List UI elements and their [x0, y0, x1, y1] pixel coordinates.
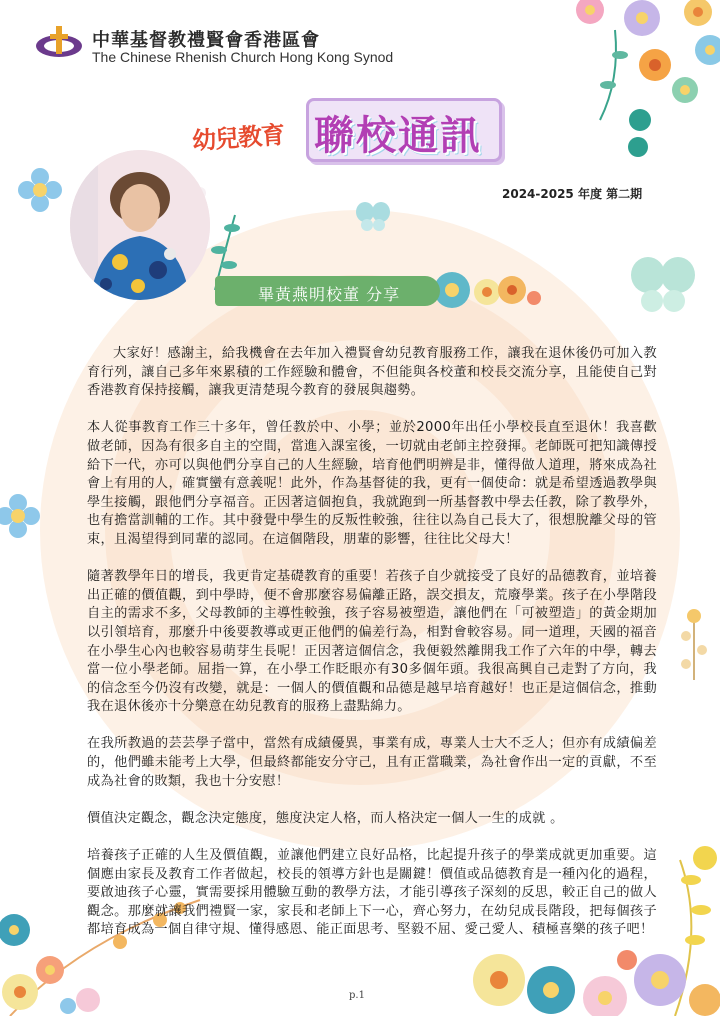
flower-stem-decoration	[678, 606, 710, 680]
article-paragraph: 在我所教過的芸芸學子當中，當然有成績優異，事業有成，專業人士大不乏人；但亦有成績偏差的，他們雖未能考上大學，但最終都能安分守己，且有正當職業，為社會作出一定的貢獻，不至成為社會的敗類，我也十分安慰！	[87, 736, 657, 789]
org-name-english: The Chinese Rhenish Church Hong Kong Synod	[92, 49, 394, 65]
butterfly-icon	[630, 255, 696, 315]
church-logo-icon	[34, 24, 84, 60]
newsletter-title: 聯校通訊	[314, 113, 482, 159]
page-number: p.1	[349, 990, 365, 1001]
flower-icon	[18, 168, 62, 212]
flower-icon	[0, 494, 40, 538]
flower-cluster-icon	[432, 268, 542, 314]
speaker-photo	[70, 150, 210, 300]
article-paragraph: 價值決定觀念，觀念決定態度，態度決定人格，而人格決定一個人一生的成就 。	[87, 810, 564, 826]
section-label: 幼兒教育	[191, 120, 286, 156]
article-body	[87, 345, 657, 959]
article-paragraph: 大家好！感謝主，給我機會在去年加入禮賢會幼兒教育服務工作，讓我在退休後仍可加入教育行列，讓自己多年來累積的工作經驗和體會，不但能與各校董和校長交流分享，且能使自己對香港教育保持接觸，讓我更清楚現今教育的發展與趨勢。	[87, 346, 657, 399]
article-paragraph: 本人從事教育工作三十多年，曾任教於中、小學；並於2000年出任小學校長直至退休！我喜歡做老師，因為有很多自主的空間，當進入課室後，一切就由老師主控發揮。老師既可把知識傳授給下一代，亦可以與他們分享自己的人生經驗，培育他們明辨是非，懂得做人道理，將來成為社會上有用的人，確實蠻有意義呢！此外，作為基督徒的我，更有一個使命：就是希望透過教學與學生接觸，跟他們分享福音。正因著這個抱負，我就跑到一所基督教中學去任教，除了教學外，也有擔當訓輔的工作。其中發覺中學生的反叛性較強，往往以為自己長大了，很想脫離父母的管束，且渴望得到同輩的認同。在這個階段，朋輩的影響，往往比父母大！	[87, 420, 657, 547]
article-paragraph: 隨著教學年日的增長，我更肯定基礎教育的重要！若孩子自少就接受了良好的品德教育，並培養出正確的價值觀，到中學時，便不會那麼容易偏離正路，誤交損友，荒廢學業。孩子在小學階段自主的需求不多，父母教師的主導性較強，孩子容易被塑造，讓他們在「可被塑造」的黃金期加以引領培育，那麼升中後要教導或更正他們的偏差行為，相對會較容易。同一道理，天國的福音在小學生心內也較容易萌芽生長呢！正因著這個信念，我便毅然離開我工作了六年的中學，轉去當一位小學老師。屈指一算，在小學工作眨眼亦有30多個年頭。我很高興自己走對了方向，我的信念至今仍沒有改變，就是：一個人的價值觀和品德是越早培育越好！也正是這個信念，推動我在退休後亦十分樂意在幼兒教育的服務上盡點綿力。	[87, 569, 657, 715]
article-paragraph: 培養孩子正確的人生及價值觀，並讓他們建立良好品格，比起提升孩子的學業成就更加重要。這個應由家長及教育工作者做起，校長的領導方針也是關鍵！價值或品德教育是一種內化的過程，要啟迪孩子心靈，實需要採用體驗互動的教學方法，才能引導孩子深刻的反思，較正自己的做人觀念。那麼就讓我們禮賢一家，家長和老師上下一心，齊心努力，在幼兒成長階段，把每個孩子都培育成為一個自律守規、懂得感恩、能正面思考、堅毅不屈、愛己愛人、積極喜樂的孩子吧！	[87, 848, 657, 938]
org-name-chinese: 中華基督教禮賢會香港區會	[92, 30, 320, 51]
issue-label: 2024-2025 年度 第二期	[502, 187, 643, 201]
speaker-banner-text: 畢黃燕明校董 分享	[258, 285, 401, 304]
floral-decoration-top-right	[560, 0, 720, 170]
butterfly-icon	[355, 200, 391, 232]
